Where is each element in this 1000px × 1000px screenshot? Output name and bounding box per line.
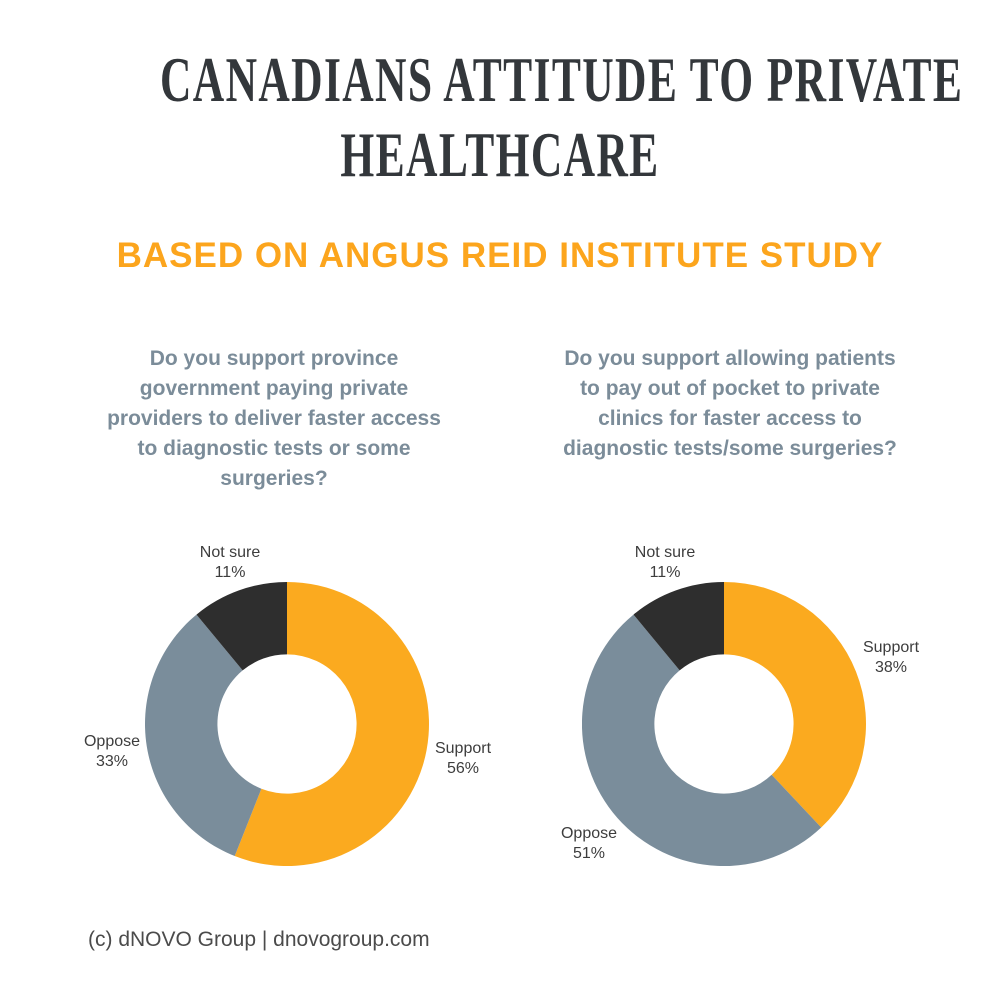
label-left-support-pct: 56% <box>446 760 480 777</box>
label-right-oppose-pct: 51% <box>572 845 606 862</box>
label-right-not-sure-name: Not sure <box>634 544 696 561</box>
label-left-not-sure <box>160 543 300 583</box>
label-left-not-sure-name: Not sure <box>199 544 261 561</box>
page-title <box>0 42 1000 192</box>
label-left-not-sure-pct: 11% <box>214 564 246 581</box>
page-title-line-2: HEALTHCARE <box>340 119 660 190</box>
label-left-support-name: Support <box>434 740 492 757</box>
label-right-support <box>821 638 961 678</box>
footer-credit: (c) dNOVO Group | dnovogroup.com <box>88 928 430 951</box>
label-right-not-sure-pct: 11% <box>649 564 681 581</box>
label-right-oppose-name: Oppose <box>560 825 618 842</box>
page-subtitle: BASED ON ANGUS REID INSTITUTE STUDY <box>116 236 884 275</box>
page-title-line-1: CANADIANS ATTITUDE TO PRIVATE <box>160 44 964 115</box>
label-left-oppose-pct: 33% <box>95 753 129 770</box>
donut-chart-left <box>145 582 429 866</box>
label-right-support-pct: 38% <box>874 659 908 676</box>
label-right-oppose <box>519 824 659 864</box>
label-left-oppose <box>42 732 182 772</box>
question-left: Do you support province government paying private providers to deliver faster access to diagnostic tests or some surgeries? <box>107 347 441 490</box>
label-left-oppose-name: Oppose <box>83 733 141 750</box>
label-right-support-name: Support <box>862 639 920 656</box>
question-right: Do you support allowing patients to pay out of pocket to private clinics for faster access to diagnostic tests/some surgeries? <box>563 347 897 460</box>
label-right-not-sure <box>595 543 735 583</box>
label-left-support <box>393 739 533 779</box>
